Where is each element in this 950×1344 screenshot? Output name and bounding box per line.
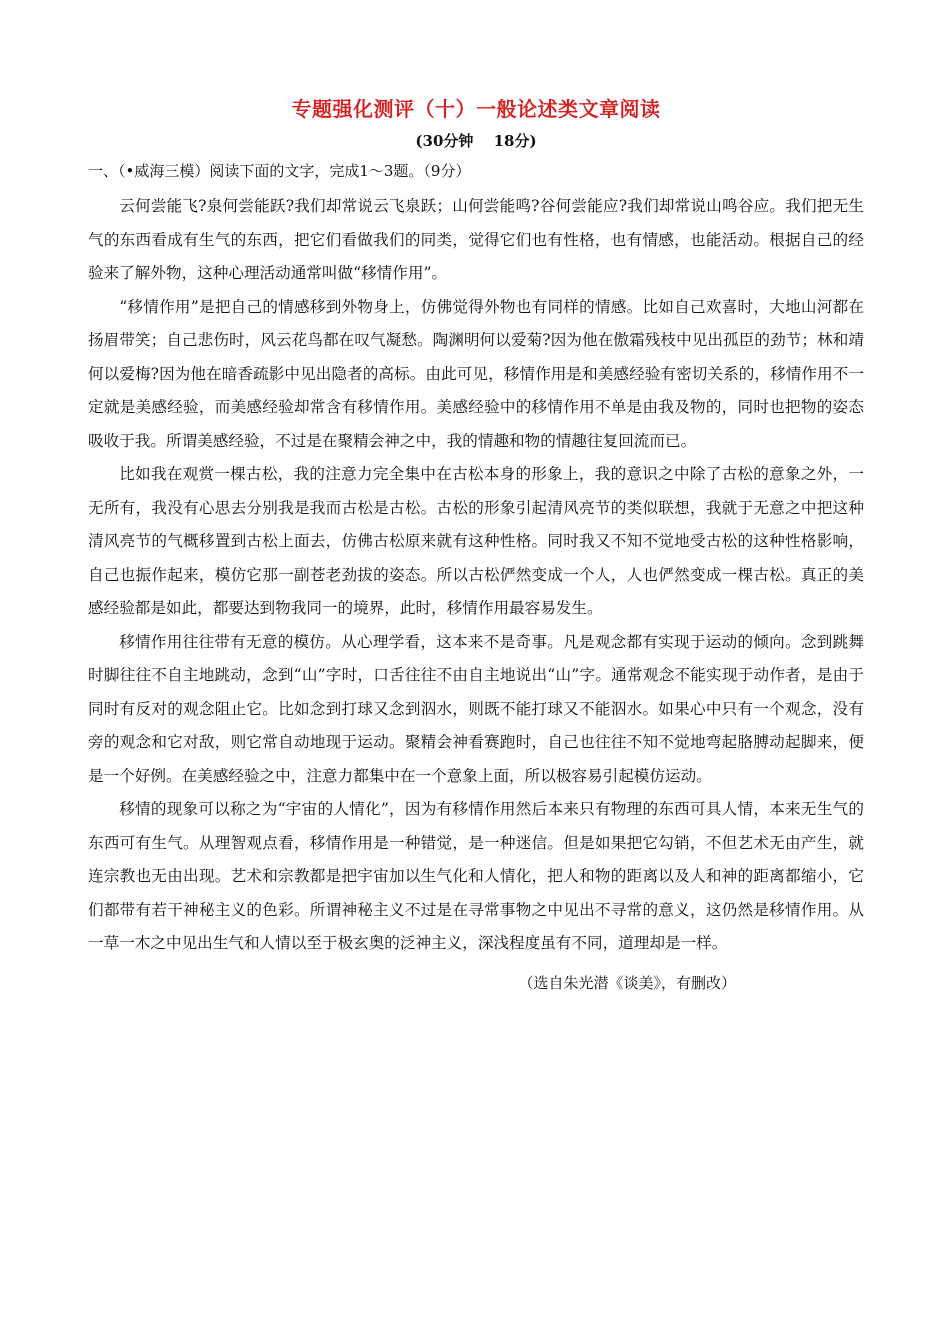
document-title: 专题强化测评（十）一般论述类文章阅读	[291, 97, 661, 121]
question-heading: 一、（•威海三模）阅读下面的文字，完成1～3题。（9分）	[88, 162, 471, 180]
passage-paragraph-2: “移情作用”是把自己的情感移到外物身上，仿佛觉得外物也有同样的情感。比如自己欢喜时，大地山河都在扬眉带笑；自己悲伤时，风云花鸟都在叹气凝愁。陶渊明何以爱菊?因为他在傲霜残枝中见出孤臣的劲节；林和靖何以爱梅?因为他在暗香疏影中见出隐者的高标。由此可见，移情作用是和美感经验有密切关系的，移情作用不一定就是美感经验，而美感经验却常含有移情作用。美感经验中的移情作用不单是由我及物的，同时也把物的姿态吸收于我。所谓美感经验，不过是在聚精会神之中，我的情趣和物的情趣往复回流而已。	[88, 297, 864, 450]
passage-paragraph-5: 移情的现象可以称之为“宇宙的人情化”，因为有移情作用然后本来只有物理的东西可具人情，本来无生气的东西可有生气。从理智观点看，移情作用是一种错觉，是一种迷信。但是如果把它勾销，不但艺术无由产生，就连宗教也无由出现。艺术和宗教都是把宇宙加以生气化和人情化，把人和物的距离以及人和神的距离都缩小，它们都带有若干神秘主义的色彩。所谓神秘主义不过是在寻常事物之中见出不寻常的意义，这仍然是移情作用。从一草一木之中见出生气和人情以至于极玄奥的泛神主义，深浅程度虽有不同，道理却是一样。	[88, 800, 864, 952]
reading-passage	[88, 190, 864, 961]
passage-paragraph-4: 移情作用往往带有无意的模仿。从心理学看，这本来不是奇事。凡是观念都有实现于运动的倾向。念到跳舞时脚往往不自主地跳动，念到“山”字时，口舌往往不由自主地说出“山”字。通常观念不能实现于动作者，是由于同时有反对的观念阻止它。比如念到打球又念到泅水，则既不能打球又不能泅水。如果心中只有一个观念，没有旁的观念和它对敌，则它常自动地现于运动。聚精会神看赛跑时，自己也往往不知不觉地弯起胳膊动起脚来，便是一个好例。在美感经验之中，注意力都集中在一个意象上面，所以极容易引起模仿运动。	[88, 632, 864, 785]
passage-paragraph-3: 比如我在观赏一棵古松，我的注意力完全集中在古松本身的形象上，我的意识之中除了古松的意象之外，一无所有，我没有心思去分别我是我而古松是古松。古松的形象引起清风亮节的类似联想，我就于无意之中把这种清风亮节的气概移置到古松上面去，仿佛古松原来就有这种性格。同时我又不知不觉地受古松的这种性格影响，自己也振作起来，模仿它那一副苍老劲拔的姿态。所以古松俨然变成一个人，人也俨然变成一棵古松。真正的美感经验都是如此，都要达到物我同一的境界，此时，移情作用最容易发生。	[88, 465, 864, 617]
passage-paragraph-1: 云何尝能飞?泉何尝能跃?我们却常说云飞泉跃；山何尝能鸣?谷何尝能应?我们却常说山鸣谷应。我们把无生气的东西看成有生气的东西，把它们看做我们的同类，觉得它们也有性格，也有情感，也能活动。根据自己的经验来了解外物，这种心理活动通常叫做“移情作用”。	[88, 197, 864, 282]
source-citation: （选自朱光潜《谈美》，有删改）	[518, 973, 736, 992]
time-score-note: (30分钟 18分)	[415, 132, 537, 150]
